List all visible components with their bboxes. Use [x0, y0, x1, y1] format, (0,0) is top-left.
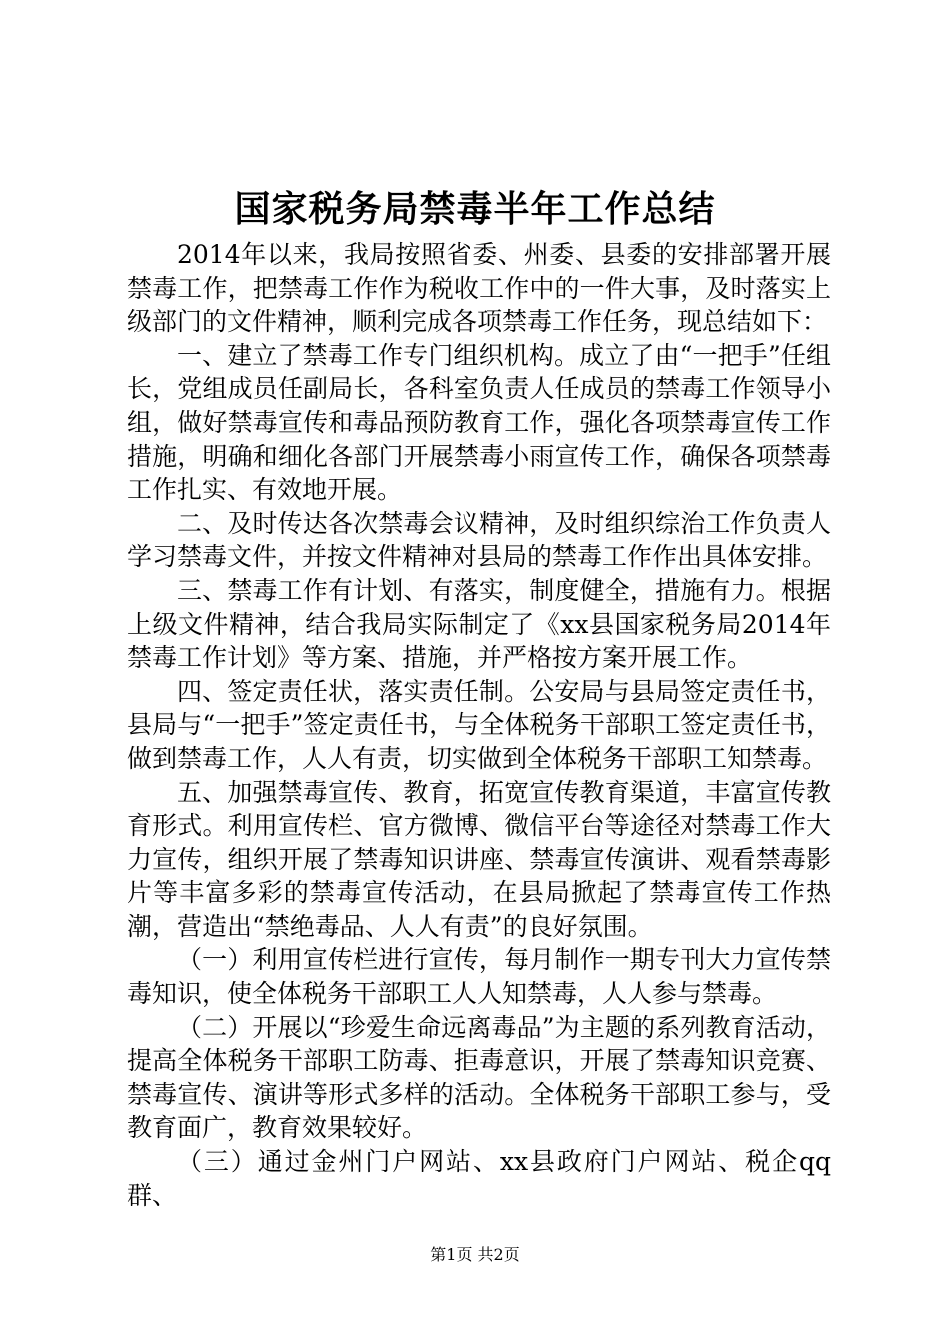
subsection-paragraph-3: （三）通过金州门户网站、xx县政府门户网站、税企qq群、 [127, 1147, 831, 1210]
section-paragraph-5: 五、加强禁毒宣传、教育，拓宽宣传教育渠道，丰富宣传教育形式。利用宣传栏、官方微博、微信平台等途径对禁毒工作大力宣传，组织开展了禁毒知识讲座、禁毒宣传演讲、观看禁毒影片等丰富多彩的禁毒宣传活动，在县局掀起了禁毒宣传工作热潮，营造出“禁绝毒品、人人有责”的良好氛围。 [127, 777, 831, 941]
section-paragraph-2: 二、及时传达各次禁毒会议精神，及时组织综治工作负责人学习禁毒文件，并按文件精神对县局的禁毒工作作出具体安排。 [127, 508, 831, 572]
document-title: 国家税务局禁毒半年工作总结 [234, 188, 716, 230]
subsection-paragraph-2: （二）开展以“珍爱生命远离毒品”为主题的系列教育活动，提高全体税务干部职工防毒、拒毒意识，开展了禁毒知识竞赛、禁毒宣传、演讲等形式多样的活动。全体税务干部职工参与，受教育面广，教育效果较好。 [127, 1012, 831, 1143]
section-paragraph-1: 一、建立了禁毒工作专门组织机构。成立了由“一把手”任组长，党组成员任副局长，各科室负责人任成员的禁毒工作领导小组，做好禁毒宣传和毒品预防教育工作，强化各项禁毒宣传工作措施，明确和细化各部门开展禁毒小雨宣传工作，确保各项禁毒工作扎实、有效地开展。 [127, 340, 831, 505]
section-paragraph-4: 四、签定责任状，落实责任制。公安局与县局签定责任书，县局与“一把手”签定责任书，与全体税务干部职工签定责任书，做到禁毒工作，人人有责，切实做到全体税务干部职工知禁毒。 [127, 676, 831, 773]
section-paragraph-3: 三、禁毒工作有计划、有落实，制度健全，措施有力。根据上级文件精神，结合我局实际制定了《xx县国家税务局2014年禁毒工作计划》等方案、措施，并严格按方案开展工作。 [127, 575, 831, 673]
intro-paragraph: 2014年以来，我局按照省委、州委、县委的安排部署开展禁毒工作，把禁毒工作作为税收工作中的一件大事，及时落实上级部门的文件精神，顺利完成各项禁毒工作任务，现总结如下： [127, 240, 831, 337]
page-number-footer: 第1页 共2页 [430, 1245, 520, 1264]
document-body [127, 238, 831, 1212]
subsection-paragraph-1: （一）利用宣传栏进行宣传，每月制作一期专刊大力宣传禁毒知识，使全体税务干部职工人人知禁毒，人人参与禁毒。 [127, 945, 831, 1009]
